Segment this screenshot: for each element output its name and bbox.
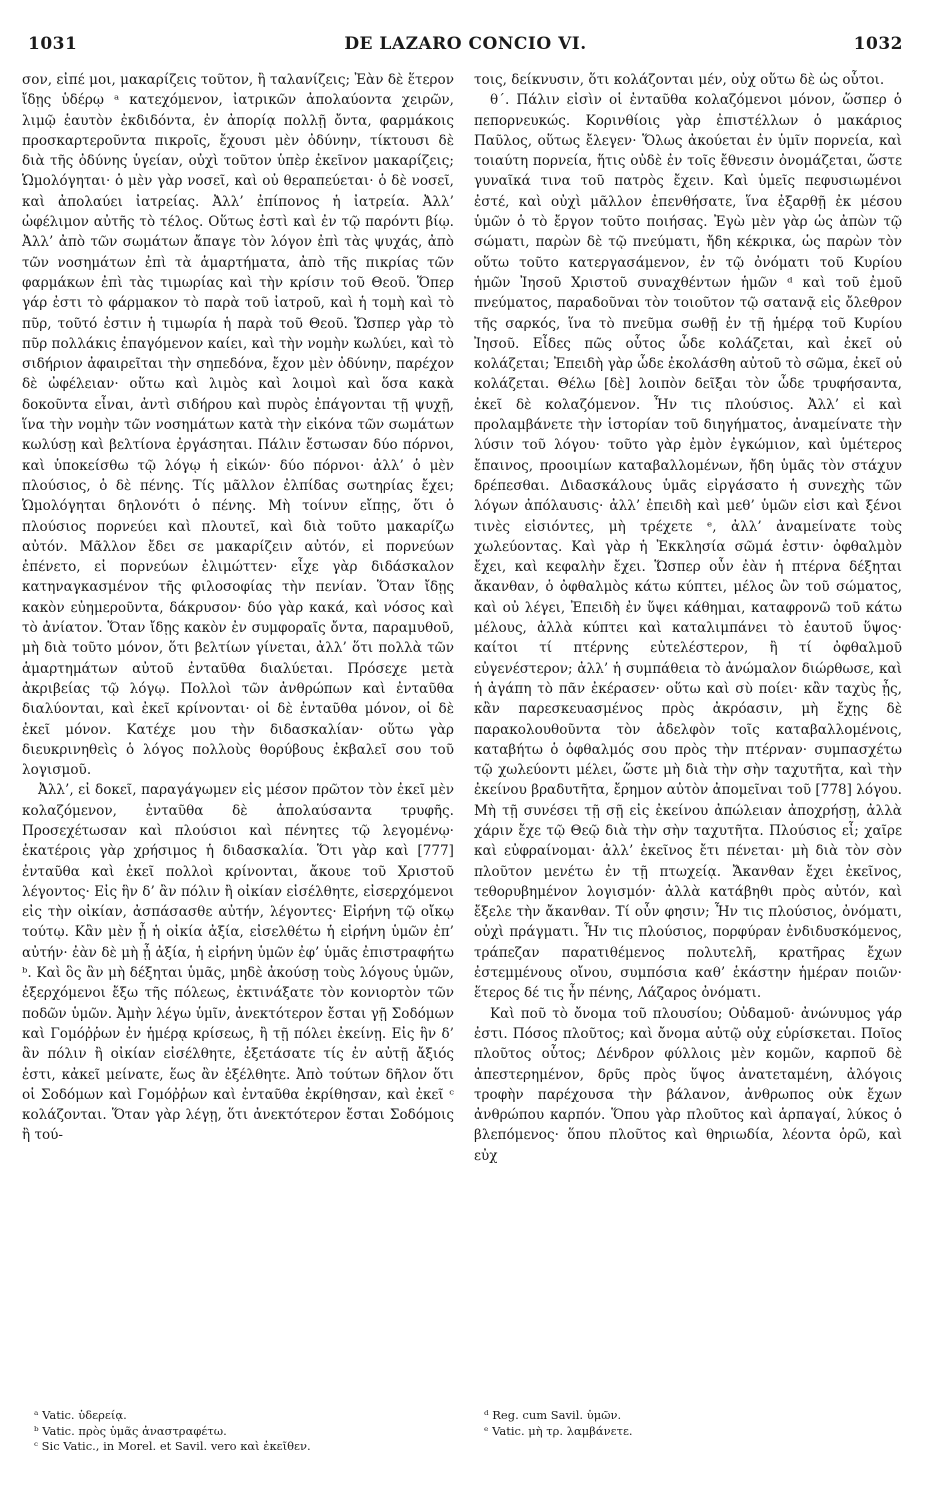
- running-title: DE LAZARO CONCIO VI.: [344, 34, 587, 54]
- footnote: ᵃ Vatic. ὑδερείᾳ.: [34, 1408, 127, 1422]
- paragraph: τοις, δείκνυσιν, ὅτι κολάζονται μέν, οὐχ οὕτω δὲ ὡς οὗτοι.: [474, 72, 885, 88]
- footnote: ᵈ Reg. cum Savil. ὑμῶν.: [484, 1408, 622, 1422]
- footnotes-right: [484, 1408, 884, 1439]
- page-number-right: 1032: [853, 34, 903, 54]
- footnote: ᵉ Vatic. μὴ τρ. λαμβάνετε.: [484, 1423, 633, 1438]
- paragraph: Καὶ ποῦ τὸ ὄνομα τοῦ πλουσίου; Οὐδαμοῦ· ἀνώνυμος γάρ ἐστι. Πόσος πλοῦτος; καὶ ὄνομα αὐτῷ οὐχ εὑρίσκεται. Ποῖος πλοῦτος οὗτος; Δένδρον φύλλοις μὲν κομῶν, καρποῦ δὲ ἀπεστερημένον, δρῦς πρὸς ὕψος ἀνατεταμένη, ἀλόγοις τροφὴν παρέχουσα τὴν βάλανον, ἀνθρωπος οὐκ ἔχων ἀνθρώπου καρπόν. Ὅπου γὰρ πλοῦτος καὶ ἁρπαγαί, λύκος ὁ βλεπόμενος· ὅπου πλοῦτος καὶ θηριωδία, λέοντα ὁρῶ, καὶ εὐχ: [474, 1005, 902, 1164]
- right-column: [474, 70, 902, 1166]
- footnote: ᵇ Vatic. πρὸς ὑμᾶς ἀναστραφέτω.: [34, 1423, 227, 1438]
- footnotes-left: [34, 1408, 454, 1455]
- footnote: ᶜ Sic Vatic., in Morel. et Savil. vero καὶ ἐκεῖθεν.: [34, 1439, 311, 1453]
- left-column: [22, 70, 454, 1146]
- page-number-left: 1031: [28, 34, 78, 54]
- page-header: [28, 34, 903, 58]
- paragraph: σον, εἰπέ μοι, μακαρίζεις τοῦτον, ἢ ταλανίζεις; Ἐὰν δὲ ἕτερον ἴδῃς ὑδέρῳ ᵃ κατεχόμενον, ἰατρικῶν ἀπολαύοντα χειρῶν, λιμῷ ἑαυτὸν ἐκδιδόντα, ἐν ἀπορίᾳ πολλῇ ὄντα, φαρμάκοις προσκαρτεροῦντα πικροῖς, ἔχουσι μὲν ὀδύνην, τίκτουσι δὲ διὰ τῆς ὀδύνης ὑγείαν, οὐχὶ τοῦτον ὑπὲρ ἐκεῖνον μακαρίζεις; Ὡμολόγηται· ὁ μὲν γὰρ νοσεῖ, καὶ οὐ θεραπεύεται· ὁ δὲ νοσεῖ, καὶ ἀπολαύει ἰατρείας. Ἀλλ’ ἐπίπονος ἡ ἰατρεία. Ἀλλ’ ὠφέλιμον αὐτῆς τὸ τέλος. Οὕτως ἐστὶ καὶ ἐν τῷ παρόντι βίῳ. Ἀλλ’ ἀπὸ τῶν σωμάτων ἄπαγε τὸν λόγον ἐπὶ τὰς ψυχάς, ἀπὸ τῶν νοσημάτων ἐπὶ τὰ ἁμαρτήματα, ἀπὸ τῆς πικρίας τῶν φαρμάκων ἐπὶ τὰς τιμωρίας καὶ τὴν κρίσιν τοῦ Θεοῦ. Ὅπερ γάρ ἐστι τὸ φάρμακον τὸ παρὰ τοῦ ἰατροῦ, καὶ ἡ τομὴ καὶ τὸ πῦρ, τοῦτό ἐστιν ἡ τιμωρία ἡ παρὰ τοῦ Θεοῦ. Ὥσπερ γὰρ τὸ πῦρ πολλάκις ἐπαγόμενον καίει, καὶ τὴν νομὴν κωλύει, καὶ τὸ σιδήριον ἀφαιρεῖται τὴν σηπεδόνα, ἔχον μὲν ὀδύνην, παρέχον δὲ ὠφέλειαν· οὕτω καὶ λιμὸς καὶ λοιμοὶ καὶ ὅσα κακὰ δοκοῦντα εἶναι, ἀντὶ σιδήρου καὶ πυρὸς ἐπάγονται τῇ ψυχῇ, ἵνα τὴν νομὴν τῶν νοσημάτων κατὰ τὴν εἰκόνα τῶν σωμάτων κωλύσῃ καὶ βελτίονα ἐργάσηται. Πάλιν ἔστωσαν δύο πόρνοι, καὶ ὑποκείσθω τῷ λόγῳ ἡ εἰκών· δύο πόρνοι· ἀλλ’ ὁ μὲν πλούσιος, ὁ δὲ πένης. Τίς μᾶλλον ἐλπίδας σωτηρίας ἔχει; Ὡμολόγηται δηλονότι ὁ πένης. Μὴ τοίνυν εἴπῃς, ὅτι ὁ πλούσιος πορνεύει καὶ πλουτεῖ, καὶ διὰ τοῦτο μακαρίζω αὐτόν. Μᾶλλον ἔδει σε μακαρίζειν αὐτόν, εἰ πορνεύων ἐπένετο, εἰ πορνεύων ἐλιμώττεν· εἶχε γὰρ διδάσκαλον κατηναγκασμένον τῆς φιλοσοφίας τὴν πενίαν. Ὅταν ἴδῃς κακὸν εὐημεροῦντα, δάκρυσον· δύο γὰρ κακά, καὶ νόσος καὶ τὸ ἀνίατον. Ὅταν ἴδῃς κακὸν ἐν συμφοραῖς ὄντα, παραμυθοῦ, μὴ διὰ τοῦτο μόνον, ὅτι βελτίων γίνεται, ἀλλ’ ὅτι πολλὰ τῶν ἁμαρτημάτων αὐτοῦ ἐνταῦθα διαλύεται. Πρόσεχε μετὰ ἀκριβείας τῷ λόγῳ. Πολλοὶ τῶν ἀνθρώπων καὶ ἐνταῦθα διαλύονται, καὶ ἐκεῖ κρίνονται· οἱ δὲ ἐνταῦθα μόνον, οἱ δὲ ἐκεῖ μόνον. Κατέχε μου τὴν διδασκαλίαν· οὕτω γὰρ διευκρινηθεὶς ὁ λόγος πολλοὺς θορύβους ἐκβαλεῖ σου τοῦ λογισμοῦ.: [22, 72, 454, 779]
- paragraph: θ΄. Πάλιν εἰσὶν οἱ ἐνταῦθα κολαζόμενοι μόνον, ὥσπερ ὁ πεπορνευκώς. Κορινθίοις γὰρ ἐπιστέλλων ὁ μακάριος Παῦλος, οὕτως ἔλεγεν· Ὅλως ἀκούεται ἐν ὑμῖν πορνεία, καὶ τοιαύτη πορνεία, ἥτις οὐδὲ ἐν τοῖς ἔθνεσιν ὀνομάζεται, ὥστε γυναῖκά τινα τοῦ πατρὸς ἔχειν. Καὶ ὑμεῖς πεφυσιωμένοι ἐστέ, καὶ οὐχὶ μᾶλλον ἐπενθήσατε, ἵνα ἐξαρθῇ ἐκ μέσου ὑμῶν ὁ τὸ ἔργον τοῦτο ποιήσας. Ἐγὼ μὲν γὰρ ὡς ἀπὼν τῷ σώματι, παρὼν δὲ τῷ πνεύματι, ἤδη κέκρικα, ὡς παρὼν τὸν οὕτω τοῦτο κατεργασάμενον, ἐν τῷ ὀνόματι τοῦ Κυρίου ἡμῶν Ἰησοῦ Χριστοῦ συναχθέντων ἡμῶν ᵈ καὶ τοῦ ἐμοῦ πνεύματος, παραδοῦναι τὸν τοιοῦτον τῷ σατανᾷ εἰς ὄλεθρον τῆς σαρκός, ἵνα τὸ πνεῦμα σωθῇ ἐν τῇ ἡμέρᾳ τοῦ Κυρίου Ἰησοῦ. Εἶδες πῶς οὗτος ὧδε κολάζεται, καὶ ἐκεῖ οὐ κολάζεται; Ἐπειδὴ γὰρ ὧδε ἐκολάσθη αὐτοῦ τὸ σῶμα, ἐκεῖ οὐ κολάζεται. Θέλω [δὲ] λοιπὸν δεῖξαι τὸν ὧδε τρυφήσαντα, ἐκεῖ δὲ κολαζόμενον. Ἦν τις πλούσιος. Ἀλλ’ εἰ καὶ προλαμβάνετε τὴν ἱστορίαν τοῦ διηγήματος, ἀναμείνατε τὴν λύσιν τοῦ λόγου· τοῦτο γὰρ ἐμὸν ἐγκώμιον, καὶ ὑμέτερος ἔπαινος, προοιμίων καταβαλλομένων, ἤδη ὑμᾶς τὸν στάχυν δρέπεσθαι. Διδασκάλους ὑμᾶς εἰργάσατο ἡ συνεχὴς τῶν λόγων ἀπόλαυσις· ἀλλ’ ἐπειδὴ καὶ μεθ’ ὑμῶν εἰσι καὶ ξένοι τινὲς εἰσιόντες, μὴ τρέχετε ᵉ, ἀλλ’ ἀναμείνατε τοὺς χωλεύοντας. Καὶ γὰρ ἡ Ἐκκλησία σῶμά ἐστιν· ὀφθαλμὸν ἔχει, καὶ κεφαλὴν ἔχει. Ὥσπερ οὖν ἐὰν ἡ πτέρνα δέξηται ἄκανθαν, ὁ ὀφθαλμὸς κάτω κύπτει, μέλος ὢν τοῦ σώματος, καὶ οὐ λέγει, Ἐπειδὴ ἐν ὕψει κάθημαι, καταφρονῶ τοῦ κάτω μέλους, ἀλλὰ κύπτει καὶ καταλιμπάνει τὸ ἑαυτοῦ ὕψος· καίτοι τί πτέρνης εὐτελέστερον, ἢ τί ὀφθαλμοῦ εὐγενέστερον; ἀλλ’ ἡ συμπάθεια τὸ ἀνώμαλον διώρθωσε, καὶ ἡ ἀγάπη τὸ πᾶν ἐκέρασεν· οὕτω καὶ σὺ ποίει· κἂν ταχὺς ᾖς, κἂν παρεσκευασμένος πρὸς ἀκρόασιν, μὴ ἔχῃς δὲ παρακολουθοῦντα τὸν ἀδελφὸν τοῖς καταβαλλομένοις, καταβήτω ὁ ὀφθαλμός σου πρὸς τὴν πτέρναν· συμπασχέτω τῷ χωλεύοντι μέλει, ὥστε μὴ διὰ τὴν σὴν ταχυτῆτα, καὶ τὴν ἐκείνου βραδυτῆτα, ἔρημον αὐτὸν ἀπομεῖναι τοῦ [778] λόγου. Μὴ τῇ συνέσει τῇ σῇ εἰς ἐκείνου ἀπώλειαν ἀποχρήσῃ, ἀλλὰ χάριν ἔχε τῷ Θεῷ διὰ τὴν σὴν ταχυτῆτα. Πλούσιος εἶ; χαῖρε καὶ εὐφραίνομαι· ἀλλ’ ἐκεῖνος ἔτι πένεται· μὴ διὰ τὸν σὸν πλοῦτον μενέτω ἐν τῇ πτωχείᾳ. Ἄκανθαν ἔχει ἐκεῖνος, τεθορυβημένον λογισμόν· ἀλλὰ κατάβηθι πρὸς αὐτόν, καὶ ἔξελε τὴν ἄκανθαν. Τί οὖν φησιν; Ἦν τις πλούσιος, ὀνόματι, οὐχὶ πράγματι. Ἦν τις πλούσιος, πορφύραν ἐνδιδυσκόμενος, τράπεζαν παρατιθέμενος πολυτελῆ, κρατῆρας ἔχων ἐστεμμένους οἴνου, συμπόσια καθ’ ἑκάστην ἡμέραν ποιῶν· ἕτερος δέ τις ἦν πένης, Λάζαρος ὀνόματι.: [474, 92, 902, 1002]
- paragraph: Ἀλλ’, εἰ δοκεῖ, παραγάγωμεν εἰς μέσον πρῶτον τὸν ἐκεῖ μὲν κολαζόμενον, ἐνταῦθα δὲ ἀπολαύσαντα τρυφῆς. Προσεχέτωσαν καὶ πλούσιοι καὶ πένητες τῷ λεγομένῳ· ἑκατέροις γὰρ χρήσιμος ἡ διδασκαλία. Ὅτι γὰρ καὶ [777] ἐνταῦθα καὶ ἐκεῖ πολλοὶ κρίνονται, ἄκουε τοῦ Χριστοῦ λέγοντος· Εἰς ἣν δ’ ἂν πόλιν ἢ οἰκίαν εἰσέλθητε, εἰσερχόμενοι εἰς τὴν οἰκίαν, ἀσπάσασθε αὐτήν, λέγοντες· Εἰρήνη τῷ οἴκῳ τούτῳ. Κἂν μὲν ᾖ ἡ οἰκία ἀξία, εἰσελθέτω ἡ εἰρήνη ὑμῶν ἐπ’ αὐτήν· ἐὰν δὲ μὴ ᾖ ἀξία, ἡ εἰρήνη ὑμῶν ἐφ’ ὑμᾶς ἐπιστραφήτω ᵇ. Καὶ ὃς ἂν μὴ δέξηται ὑμᾶς, μηδὲ ἀκούσῃ τοὺς λόγους ὑμῶν, ἐξερχόμενοι ἔξω τῆς πόλεως, ἐκτινάξατε τὸν κονιορτὸν τῶν ποδῶν ὑμῶν. Ἀμὴν λέγω ὑμῖν, ἀνεκτότερον ἔσται γῇ Σοδόμων καὶ Γομόῤῥων ἐν ἡμέρᾳ κρίσεως, ἢ τῇ πόλει ἐκείνῃ. Εἰς ἣν δ’ ἂν πόλιν ἢ οἰκίαν εἰσέλθητε, ἐξετάσατε τίς ἐν αὐτῇ ἄξιός ἐστι, κἀκεῖ μείνατε, ἕως ἂν ἐξέλθητε. Ἀπὸ τούτων δῆλον ὅτι οἱ Σοδόμων καὶ Γομόῤῥων καὶ ἐνταῦθα ἐκρίθησαν, καὶ ἐκεῖ ᶜ κολάζονται. Ὅταν γὰρ λέγῃ, ὅτι ἀνεκτότερον ἔσται Σοδόμοις ἢ τού-: [22, 782, 454, 1144]
